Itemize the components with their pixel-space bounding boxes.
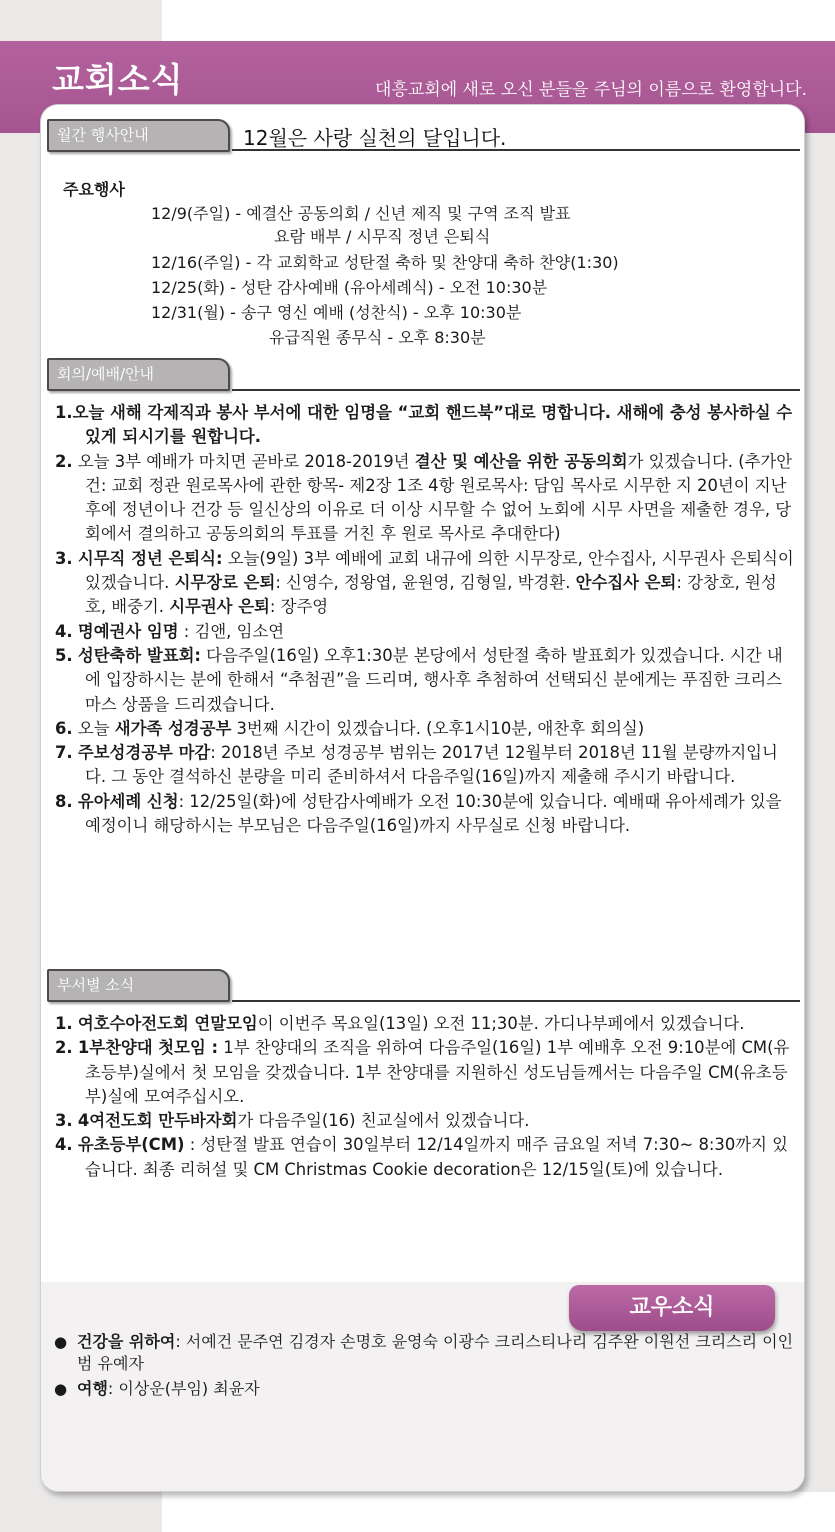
bullet-icon: ● (54, 1380, 68, 1398)
tab-meetings: 회의/예배/안내 (47, 358, 230, 391)
event-line: 12/16(주일) - 각 교회학교 성탄절 축하 및 찬양대 축하 찬양(1:30) (151, 253, 619, 272)
bottom-background-strip (162, 1492, 835, 1532)
departments-list (55, 1012, 795, 1182)
tab-departments: 부서별 소식 (47, 969, 230, 1002)
tab-member-news: 교우소식 (569, 1285, 775, 1331)
list-item: 8. 유아세례 신청: 12/25일(화)에 성탄감사예배가 오전 10:30분에 있습니다. 예배때 유아세례가 있을 예정이니 해당하시는 부모님은 다음주일(16일)까지 사무실로 신청 바랍니다. (55, 791, 782, 836)
event-line: 12/25(화) - 성탄 감사예배 (유아세례식) - 오전 10:30분 (151, 278, 548, 297)
list-item: 4. 명예권사 임명 : 김앤, 임소연 (55, 621, 285, 641)
list-item: 2. 오늘 3부 예배가 마치면 곧바로 2018-2019년 결산 및 예산을 위한 공동의회가 있겠습니다. (추가안건: 교회 정관 원로목사에 관한 항목- 제2장 1조 4항 원로목사: 담임 목사로 시무한 지 20년이 지난 후에 정년이나 건강 등 일신상의 이유로 더 이상 시무할 수 없어 노회에 시무 사면을 제출한 경우, 당회에서 결의하고 공동의회의 투표를 거친 후 원로 목사로 추대한다) (55, 451, 793, 544)
list-item: 1.오늘 새해 각제직과 봉사 부서에 대한 임명을 “교회 핸드북”대로 명합니다. 새해에 충성 봉사하실 수 있게 되시기를 원합니다. (55, 403, 793, 447)
month-theme-title: 12월은 사랑 실천의 달입니다. (243, 126, 507, 150)
list-item: 5. 성탄축하 발표회: 다음주일(16일) 오후1:30분 본당에서 성탄절 축하 발표회가 있겠습니다. 시간 내에 입장하시는 분에 한해서 “추첨권”을 드리며, 행사후 추첨하여 선택되신 분에게는 푸짐한 크리스마스 상품을 드리겠습니다. (55, 645, 783, 714)
list-item: 2. 1부찬양대 첫모임 : 1부 찬양대의 조직을 위하여 다음주일(16일) 1부 예배후 오전 9:10분에 CM(유초등부)실에서 첫 모임을 갖겠습니다. 1부 찬양대를 지원하신 성도님들께서는 다음주일 CM(유초등부)실에 모여주십시오. (55, 1038, 790, 1106)
page-title: 교회소식 (52, 60, 184, 99)
section-divider (232, 1000, 800, 1002)
list-item: 1. 여호수아전도회 연말모임이 이번주 목요일(13일) 오전 11;30분. 가디나부페에서 있겠습니다. (55, 1014, 745, 1033)
event-line: 요람 배부 / 시무직 정년 은퇴식 (274, 227, 491, 246)
tab-monthly-events: 월간 행사안내 (47, 119, 230, 152)
bullet-icon: ● (54, 1333, 68, 1351)
list-item: 6. 오늘 새가족 성경공부 3번째 시간이 있겠습니다. (오후1시10분, 애찬후 회의실) (55, 718, 645, 738)
list-item: 3. 4여전도회 만두바자회가 다음주일(16) 친교실에서 있겠습니다. (55, 1111, 530, 1131)
news-card (40, 104, 805, 1492)
welcome-subtitle: 대흥교회에 새로 오신 분들을 주님의 이름으로 환영합니다. (375, 80, 807, 100)
event-line: 12/9(주일) - 예결산 공동의회 / 신년 제직 및 구역 조직 발표 (151, 204, 571, 223)
member-news-list (49, 1331, 799, 1403)
list-item: 4. 유초등부(CM) : 성탄절 발표 연습이 30일부터 12/14일까지 매주 금요일 저녁 7:30~ 8:30까지 있습니다. 최종 리허설 및 CM Christmas Cookie decoration은 12/15일(토)에 있습니다. (55, 1135, 788, 1179)
list-item: ● 건강을 위하여: 서예건 문주연 김경자 손명호 윤영숙 이광수 크리스티나리 김주완 이원선 크리스리 이인범 유예자 (54, 1332, 794, 1373)
event-line: 12/31(월) - 송구 영신 예배 (성찬식) - 오후 10:30분 (151, 303, 522, 322)
event-line: 유급직원 종무식 - 오후 8:30분 (269, 328, 486, 347)
section-divider (232, 389, 800, 391)
events-heading: 주요행사 (63, 180, 125, 199)
list-item: 7. 주보성경공부 마감: 2018년 주보 성경공부 범위는 2017년 12월부터 2018년 11월 분량까지입니다. 그 동안 결석하신 분량을 미리 준비하셔서 다음주일(16일)까지 제출해 주시기 바랍니다. (55, 743, 778, 787)
list-item: 3. 시무직 정년 은퇴식: 오늘(9일) 3부 예배에 교회 내규에 의한 시무장로, 안수집사, 시무권사 은퇴식이 있겠습니다. 시무장로 은퇴: 신영수, 정왕엽, 윤원영, 김형일, 박경환. 안수집사 은퇴: 강창호, 원성호, 배중기. 시무권사 은퇴: 장주영 (55, 548, 794, 617)
list-item: ● 여행: 이상운(부임) 최윤자 (54, 1379, 260, 1398)
meetings-list (55, 401, 795, 838)
